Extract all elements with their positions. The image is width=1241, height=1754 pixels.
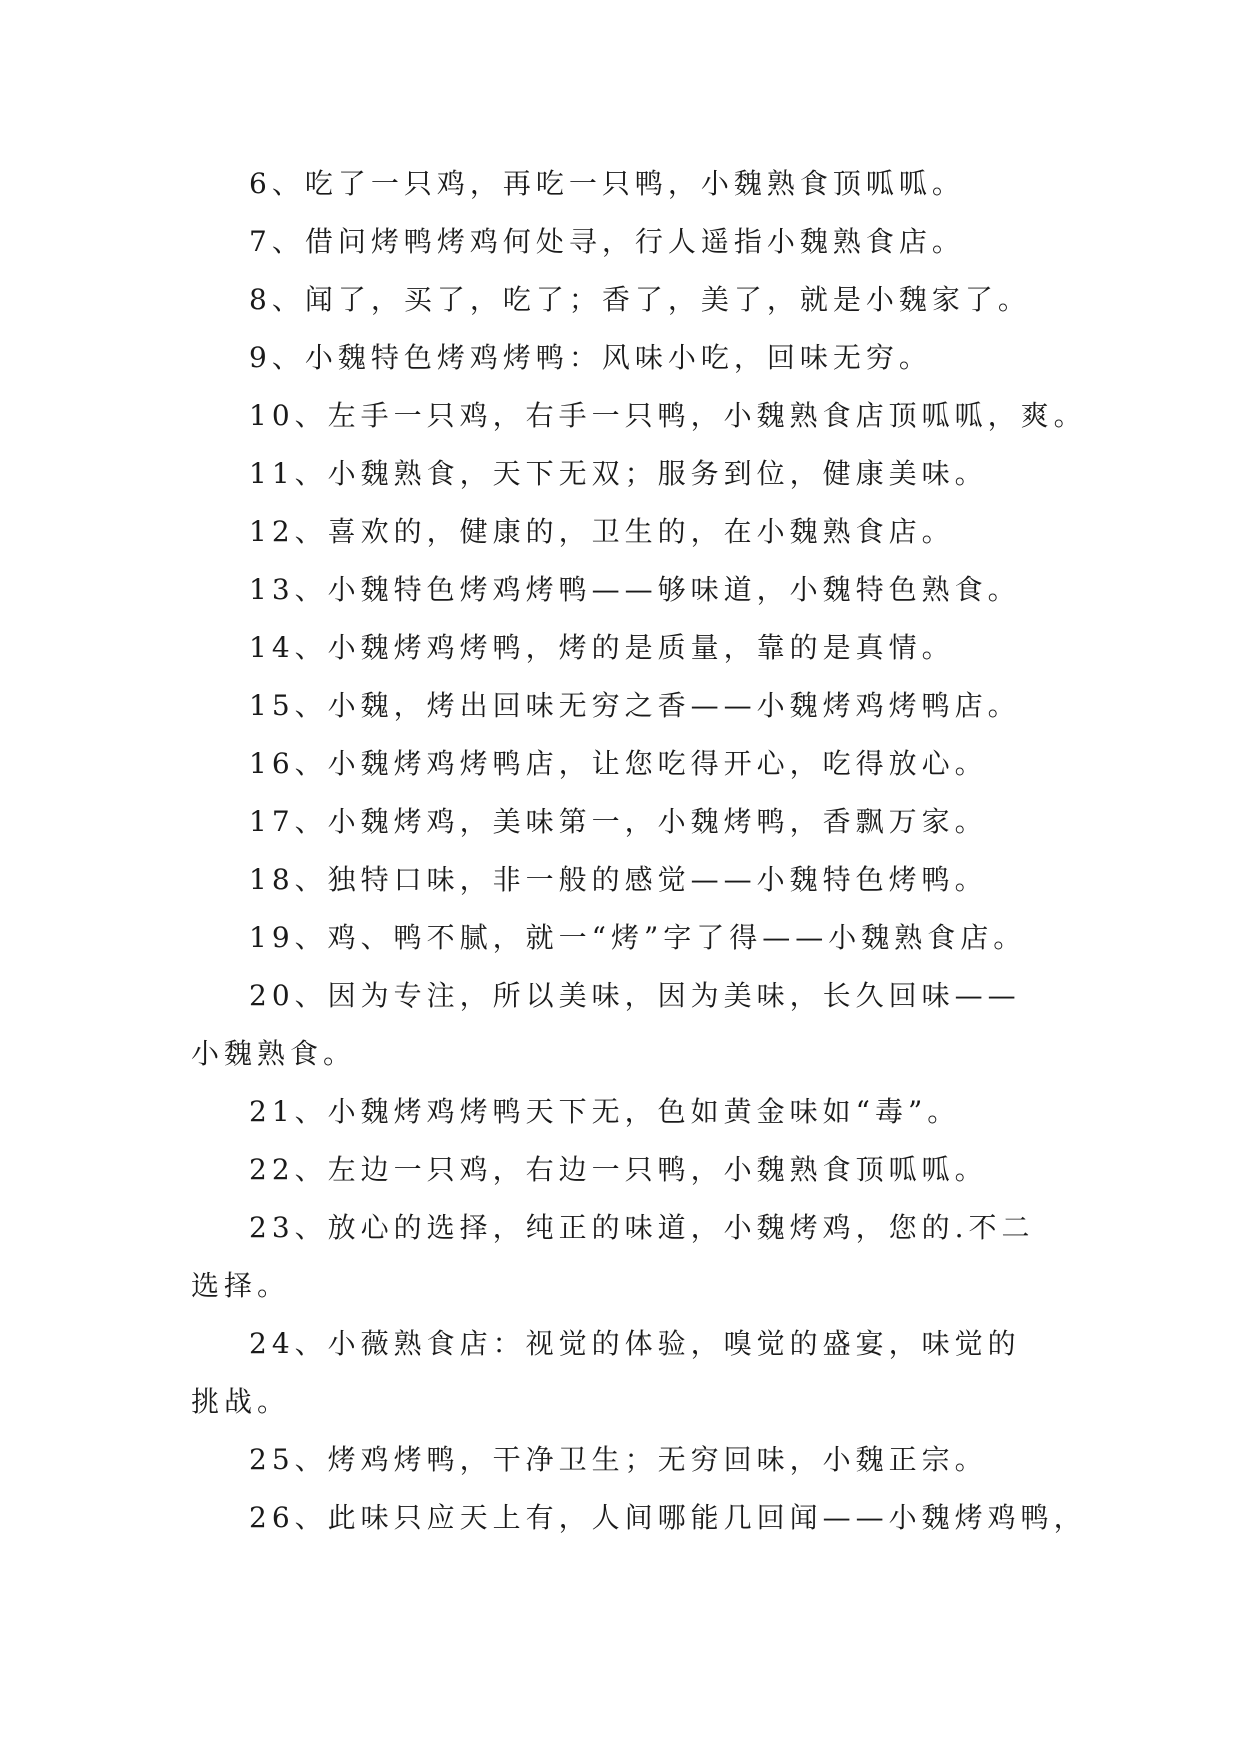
slogan-item: 8、闻了，买了，吃了；香了，美了，就是小魏家了。: [249, 283, 1031, 316]
slogan-item: 6、吃了一只鸡，再吃一只鸭，小魏熟食顶呱呱。: [249, 167, 965, 200]
slogan-item: 7、借问烤鸭烤鸡何处寻，行人遥指小魏熟食店。: [249, 225, 965, 258]
slogan-item: 24、小薇熟食店：视觉的体验，嗅觉的盛宴，味觉的挑战。: [191, 1327, 1021, 1418]
slogan-item: 14、小魏烤鸡烤鸭，烤的是质量，靠的是真情。: [249, 631, 955, 664]
slogan-list: [191, 155, 1087, 1547]
slogan-item: 9、小魏特色烤鸡烤鸭：风味小吃，回味无穷。: [249, 341, 932, 374]
slogan-item: 21、小魏烤鸡烤鸭天下无，色如黄金味如“毒”。: [249, 1095, 961, 1128]
slogan-item: 15、小魏，烤出回味无穷之香——小魏烤鸡烤鸭店。: [249, 689, 1021, 722]
slogan-item: 26、此味只应天上有，人间哪能几回闻——小魏烤鸡鸭，: [249, 1501, 1087, 1534]
slogan-item: 23、放心的选择，纯正的味道，小魏烤鸡，您的.不二选择。: [191, 1211, 1035, 1302]
slogan-item: 13、小魏特色烤鸡烤鸭——够味道，小魏特色熟食。: [249, 573, 1021, 606]
slogan-item: 17、小魏烤鸡，美味第一，小魏烤鸭，香飘万家。: [249, 805, 988, 838]
slogan-item: 18、独特口味，非一般的感觉——小魏特色烤鸭。: [249, 863, 988, 896]
slogan-item: 25、烤鸡烤鸭，干净卫生；无穷回味，小魏正宗。: [249, 1443, 988, 1476]
slogan-item: 11、小魏熟食，天下无双；服务到位，健康美味。: [249, 457, 988, 490]
slogan-item: 20、因为专注，所以美味，因为美味，长久回味——小魏熟食。: [191, 979, 1021, 1070]
slogan-item: 22、左边一只鸡，右边一只鸭，小魏熟食顶呱呱。: [249, 1153, 988, 1186]
slogan-item: 12、喜欢的，健康的，卫生的，在小魏熟食店。: [249, 515, 955, 548]
slogan-item: 19、鸡、鸭不腻，就一“烤”字了得——小魏熟食店。: [249, 921, 1027, 954]
slogan-item: 16、小魏烤鸡烤鸭店，让您吃得开心，吃得放心。: [249, 747, 988, 780]
slogan-item: 10、左手一只鸡，右手一只鸭，小魏熟食店顶呱呱，爽。: [249, 399, 1087, 432]
